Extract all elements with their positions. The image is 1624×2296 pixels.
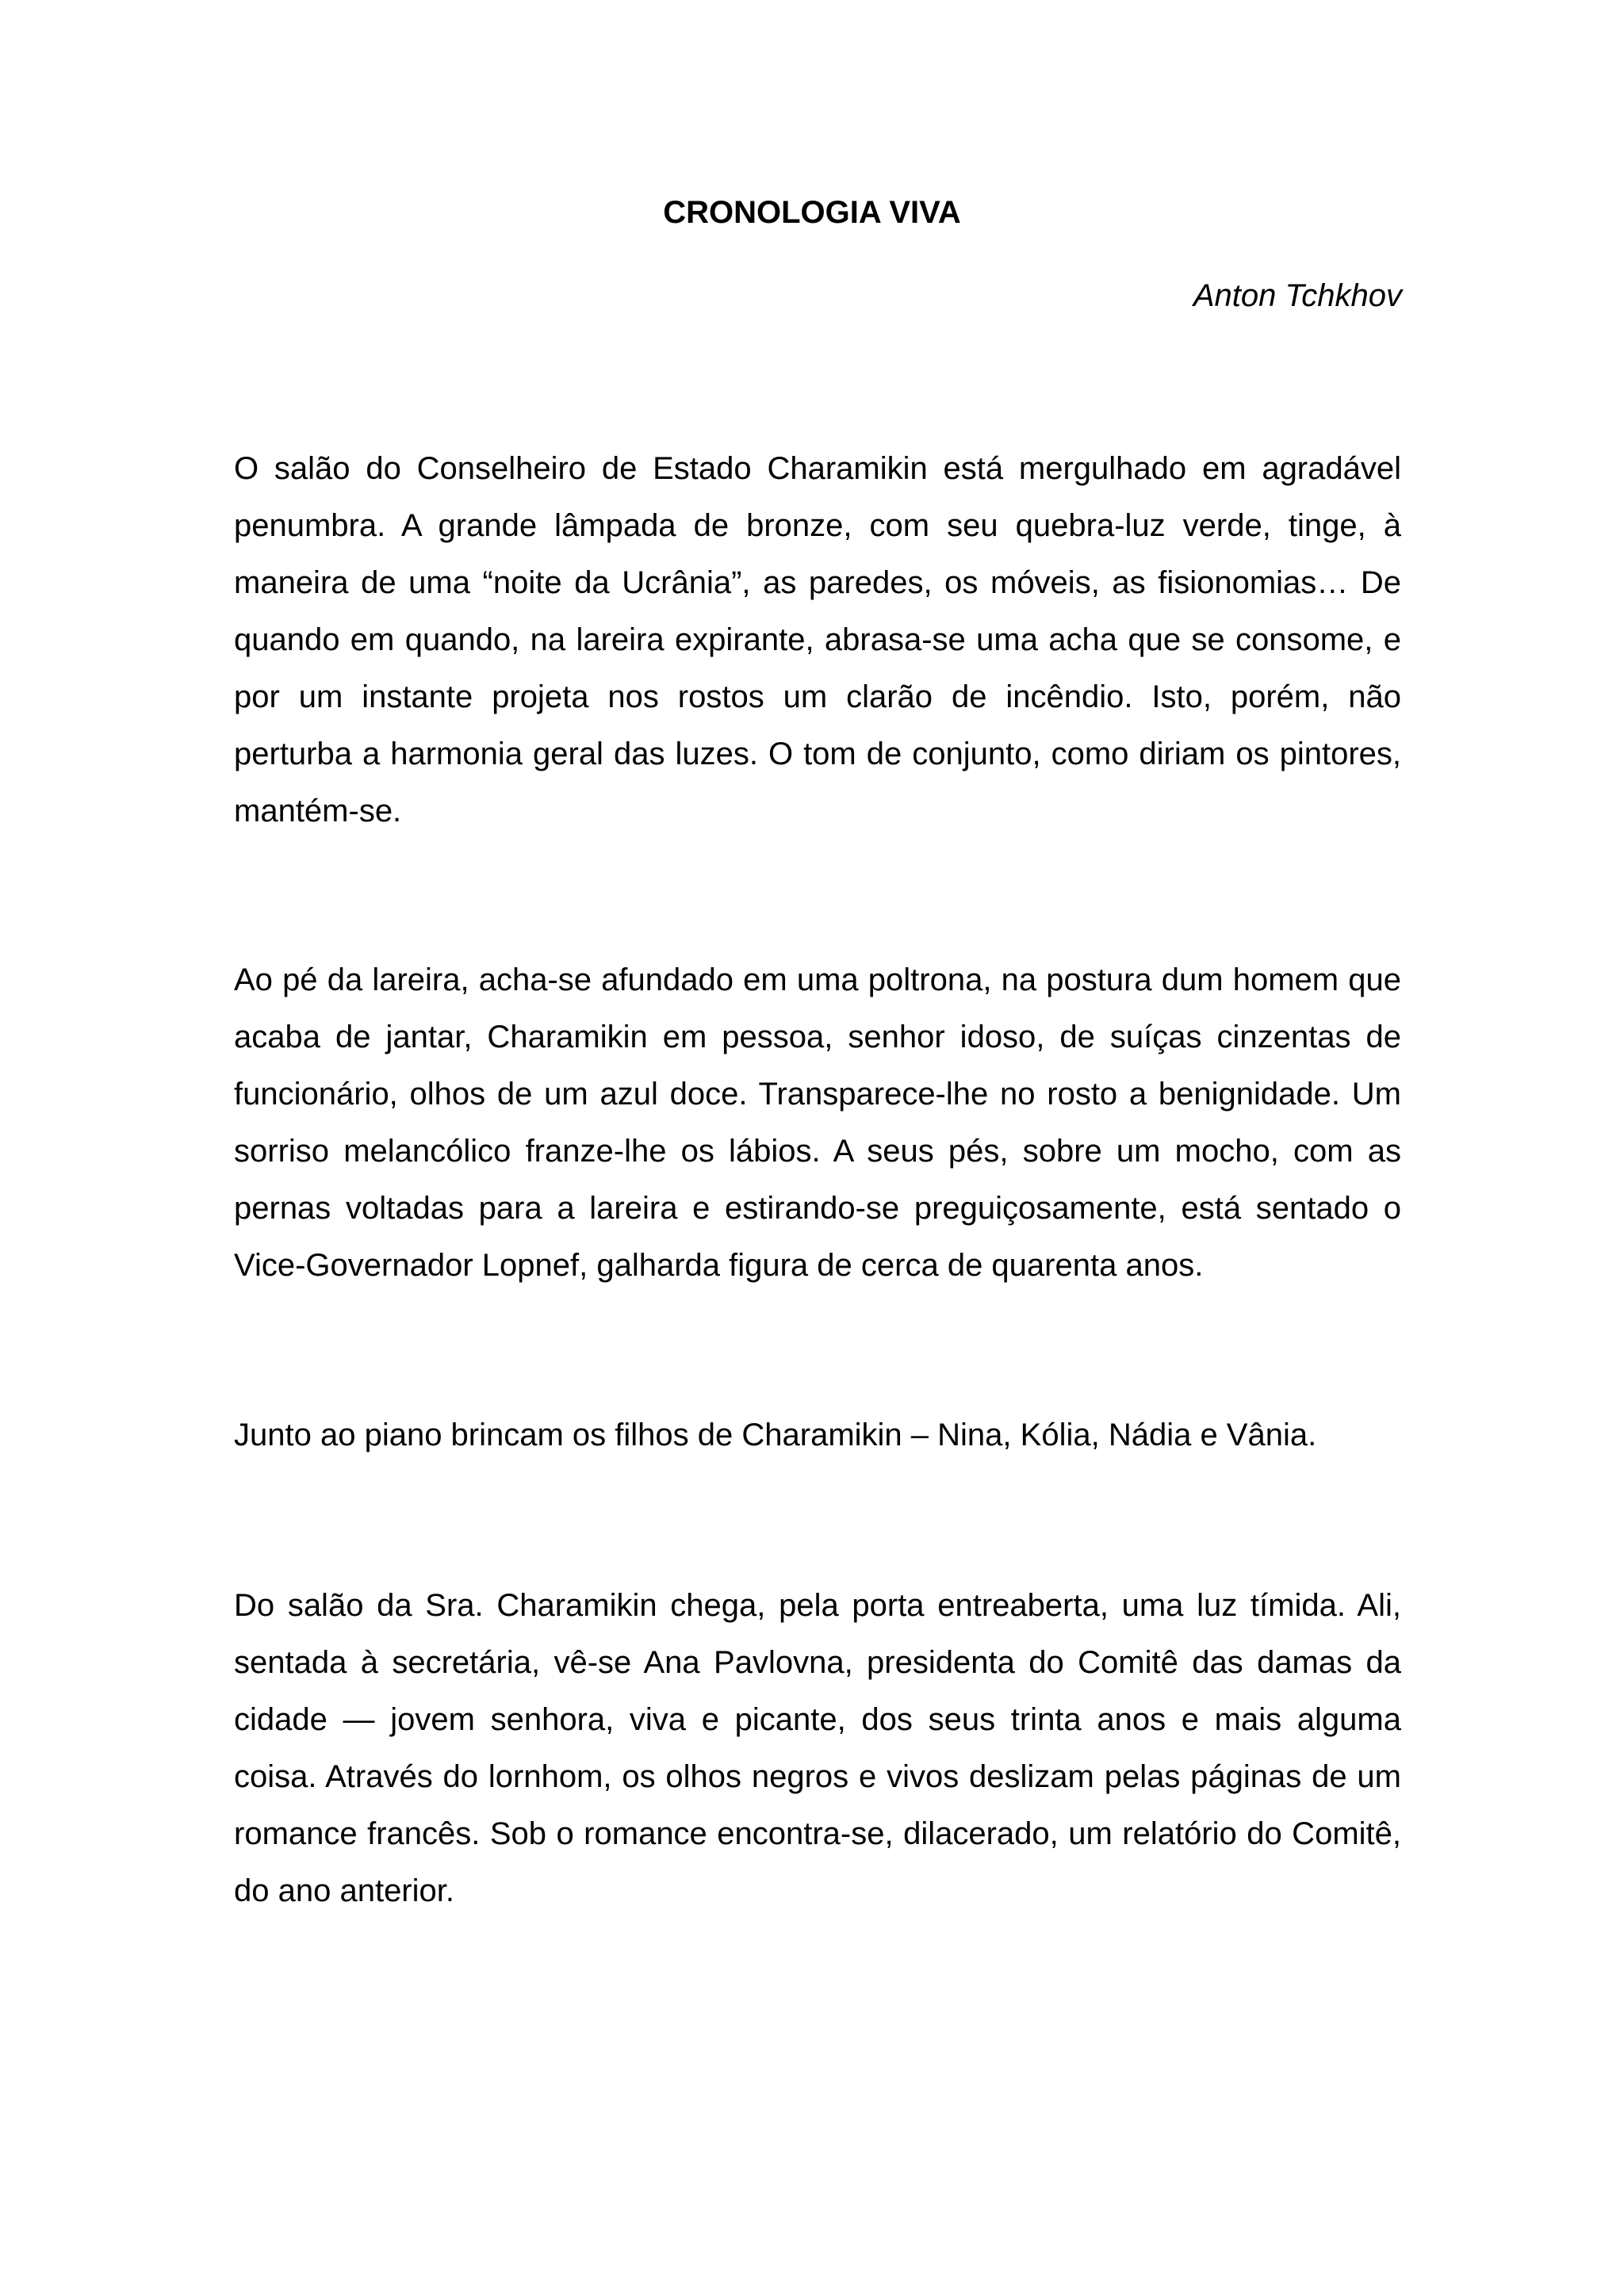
paragraph: Ao pé da lareira, acha-se afundado em uma poltrona, na postura dum homem que acaba de jantar, Charamikin em pessoa, senhor idoso, de suíças cinzentas de funcionário, olhos de um azul doce. Transparece-lhe no rosto a benignidade. Um sorriso melancólico franze-lhe os lábios. A seus pés, sobre um mocho, com as pernas voltadas para a lareira e estirando-se preguiçosamente, está sentado o Vice-Governador Lopnef, galharda figura de cerca de quarenta anos. <box>234 962 1401 1283</box>
paragraph: Do salão da Sra. Charamikin chega, pela porta entreaberta, uma luz tímida. Ali, sentada à secretária, vê-se Ana Pavlovna, presidenta do Comitê das damas da cidade — jovem senhora, viva e picante, dos seus trinta anos e mais alguma coisa. Através do lornhom, os olhos negros e vivos deslizam pelas páginas de um romance francês. Sob o romance encontra-se, dilacerado, um relatório do Comitê, do ano anterior. <box>234 1588 1401 1908</box>
paragraph: O salão do Conselheiro de Estado Charamikin está mergulhado em agradável penumbra. A grande lâmpada de bronze, com seu quebra-luz verde, tinge, à maneira de uma “noite da Ucrânia”, as paredes, os móveis, as fisionomias… De quando em quando, na lareira expirante, abrasa-se uma acha que se consome, e por um instante projeta nos rostos um clarão de incêndio. Isto, porém, não perturba a harmonia geral das luzes. O tom de conjunto, como diriam os pintores, mantém-se. <box>234 451 1401 828</box>
document-author: Anton Tchkhov <box>1193 278 1402 313</box>
document-title: CRONOLOGIA VIVA <box>663 195 961 230</box>
paragraph: Junto ao piano brincam os filhos de Charamikin – Nina, Kólia, Nádia e Vânia. <box>234 1418 1317 1452</box>
